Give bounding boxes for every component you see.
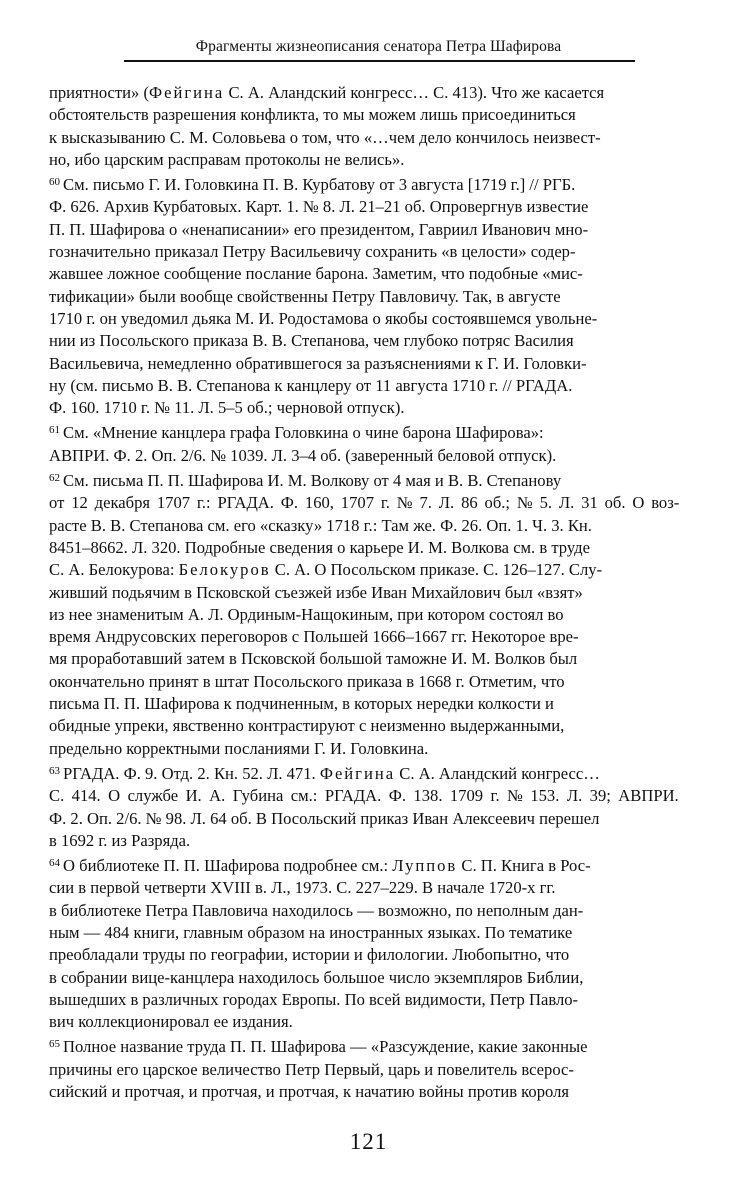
spaced-author-name: Луппов [392, 856, 458, 876]
footnote-65 [49, 1036, 679, 1103]
text-segment: См. «Мнение канцлера графа Головкина о чине барона Шафирова»: [63, 423, 544, 443]
page-number: 121 [349, 1129, 388, 1154]
text-segment: мя проработавший затем в Псковской большой таможне И. М. Волков был [49, 649, 578, 669]
text-segment: сии в первой четверти XVIII в. Л., 1973. С. 227–229. В начале 1720-х гг. [49, 878, 556, 898]
footnote-number: 63 [49, 764, 60, 777]
text-line [49, 785, 679, 807]
text-segment: в библиотеке Петра Павловича находилось — возможно, по неполным дан- [49, 900, 584, 920]
text-segment: Васильевича, немедленно обратившегося за разъяснениями к Г. И. Головки- [49, 353, 587, 373]
text-line [49, 445, 679, 467]
text-line [49, 671, 679, 693]
text-line [49, 559, 679, 581]
text-line [49, 353, 679, 375]
text-line [49, 196, 679, 218]
text-line [49, 808, 679, 830]
text-line [49, 515, 679, 537]
text-segment: О библиотеке П. П. Шафирова подробнее см.: [63, 856, 393, 876]
text-line [49, 397, 679, 419]
text-line [49, 877, 679, 899]
text-segment: С. А. Аландский конгресс… [395, 763, 600, 783]
footnote-60 [49, 174, 679, 419]
text-line [49, 648, 679, 670]
text-segment: сийский и протчая, и протчая, и протчая, к начатию войны против короля [49, 1082, 569, 1102]
text-line [49, 944, 679, 966]
text-segment: приятности» ( [49, 83, 150, 102]
text-segment: причины его царское величество Петр Первый, царь и повелитель всерос- [49, 1059, 574, 1079]
text-line [49, 219, 679, 241]
text-line [49, 149, 679, 171]
text-line [49, 82, 679, 104]
text-segment: время Андрусовских переговоров с Польшей 1666–1667 гг. Некоторое вре- [49, 627, 579, 647]
text-segment: Ф. 160. 1710 г. № 11. Л. 5–5 об.; черновой отпуск). [49, 398, 405, 418]
text-segment: обидные упреки, явственно контрастируют с неизменно выдержанными, [49, 716, 565, 736]
footnotes-body [49, 82, 679, 1103]
text-segment: в 1692 г. из Разряда. [49, 830, 191, 850]
text-segment: С. А. О Посольском приказе. С. 126–127. Слу- [270, 560, 603, 580]
text-line [49, 470, 679, 492]
text-segment: Ф. 626. Архив Курбатовых. Карт. 1. № 8. Л. 21–21 об. Опровергнув известие [49, 197, 589, 217]
spaced-author-name: Фейгина [149, 83, 225, 102]
text-line [49, 174, 679, 196]
text-segment: письма П. П. Шафирова к подчиненным, в которых нередки колкости и [49, 694, 554, 714]
text-segment: РГАДА. Ф. 9. Отд. 2. Кн. 52. Л. 471. [63, 763, 320, 783]
text-segment: С. П. Книга в Рос- [457, 856, 591, 876]
text-segment: вич коллекционировал ее издания. [49, 1012, 293, 1032]
text-line [49, 330, 679, 352]
text-line [49, 1011, 679, 1033]
text-segment: АВПРИ. Ф. 2. Оп. 2/6. № 1039. Л. 3–4 об. (заверенный беловой отпуск). [49, 445, 557, 465]
text-line [49, 855, 679, 877]
text-line [49, 1036, 679, 1058]
footnote-64 [49, 855, 679, 1033]
footnote-number: 65 [49, 1038, 60, 1051]
footnote-number: 62 [49, 472, 60, 485]
spaced-author-name: Фейгина [319, 763, 396, 783]
text-line [49, 582, 679, 604]
text-segment: ну (см. письмо В. В. Степанова к канцлеру от 11 августа 1710 г. // РГАДА. [49, 375, 573, 395]
text-line [49, 375, 679, 397]
text-segment: расте В. В. Степанова см. его «сказку» 1718 г.: Там же. Ф. 26. Оп. 1. Ч. 3. Кн. [49, 515, 592, 535]
text-line [49, 738, 679, 760]
spaced-author-name: Белокуров [178, 560, 271, 580]
text-segment: жавшее ложное сообщение послание барона. Заметим, что подобные «мис- [49, 264, 583, 284]
text-segment: живший подьячим в Псковской съезжей избе Иван Михайлович был «взят» [49, 582, 583, 602]
text-segment: ным — 484 книги, главным образом на иностранных языках. По тематике [49, 922, 573, 942]
text-segment: окончательно принят в штат Посольского приказа в 1668 г. Отметим, что [49, 671, 565, 691]
text-segment: См. письмо Г. И. Головкина П. В. Курбатову от 3 августа [1719 г.] // РГБ. [63, 175, 576, 195]
text-line [49, 763, 679, 785]
text-segment: преобладали труды по географии, истории и филологии. Любопытно, что [49, 945, 570, 965]
text-line [49, 989, 679, 1011]
text-segment: нии из Посольского приказа В. В. Степанова, чем глубоко потряс Василия [49, 331, 574, 351]
text-line [49, 604, 679, 626]
text-line [49, 422, 679, 444]
text-segment: С. А. Аландский конгресс… С. 413). Что же касается [224, 83, 605, 102]
text-segment: к высказыванию С. М. Соловьева о том, что «…чем дело кончилось неизвест- [49, 127, 601, 147]
text-line [49, 492, 679, 514]
text-segment: 1710 г. он уведомил дьяка М. И. Родостамова о якобы состоявшемся увольне- [49, 308, 598, 328]
text-segment: Полное название труда П. П. Шафирова — «Разсуждение, какие законные [63, 1037, 588, 1057]
footnote-62 [49, 470, 679, 760]
text-line [49, 127, 679, 149]
text-segment: из нее знаменитым А. Л. Ординым-Нащокиным, при котором состоял во [49, 604, 564, 624]
text-line [49, 286, 679, 308]
text-line [49, 900, 679, 922]
footnote-63 [49, 763, 679, 852]
text-segment: 8451–8662. Л. 320. Подробные сведения о карьере И. М. Волкова см. в труде [49, 537, 590, 557]
running-head: Фрагменты жизнеописания сенатора Петра Шафирова [195, 38, 562, 55]
text-line [49, 967, 679, 989]
text-segment: в собрании вице-канцлера находилось большое число экземпляров Библии, [49, 967, 584, 987]
text-segment: П. П. Шафирова о «ненаписании» его президентом, Гавриил Иванович мно- [49, 219, 589, 239]
text-segment: С. А. Белокурова: [49, 560, 179, 580]
header-rule [124, 60, 635, 62]
text-segment: См. письма П. П. Шафирова И. М. Волкову от 4 мая и В. В. Степанову [63, 471, 562, 491]
text-line [49, 693, 679, 715]
text-segment: вышедших в различных городах Европы. По всей видимости, Петр Павло- [49, 989, 579, 1009]
text-line [49, 263, 679, 285]
footnote-number: 60 [49, 176, 60, 189]
text-segment: предельно корректными посланиями Г. И. Головкина. [49, 738, 429, 758]
footnote-number: 61 [49, 424, 60, 437]
text-segment: тификации» были вообще свойственны Петру Павловичу. Так, в августе [49, 286, 561, 306]
text-line [49, 104, 679, 126]
text-line [49, 308, 679, 330]
text-line [49, 830, 679, 852]
text-line [49, 1081, 679, 1103]
text-line [49, 715, 679, 737]
footnote-number: 64 [49, 857, 60, 870]
text-line [49, 241, 679, 263]
text-line [49, 922, 679, 944]
footnote-61 [49, 422, 679, 467]
text-segment: гозначительно приказал Петру Васильевичу сохранить «в целости» содер- [49, 242, 576, 262]
text-segment: от 12 декабря 1707 г.: РГАДА. Ф. 160, 1707 г. № 7. Л. 86 об.; № 5. Л. 31 об. О воз- [49, 493, 680, 513]
text-line [49, 537, 679, 559]
text-line [49, 626, 679, 648]
text-segment: но, ибо царским расправам протоколы не велись». [49, 149, 405, 169]
text-segment: С. 414. О службе И. А. Губина см.: РГАДА. Ф. 138. 1709 г. № 153. Л. 39; АВПРИ. [49, 786, 679, 806]
text-segment: обстоятельств разрешения конфликта, то мы можем лишь присоединиться [49, 105, 576, 125]
footnote-continuation [49, 82, 679, 171]
text-line [49, 1059, 679, 1081]
text-segment: Ф. 2. Оп. 2/6. № 98. Л. 64 об. В Посольский приказ Иван Алексеевич перешел [49, 808, 600, 828]
